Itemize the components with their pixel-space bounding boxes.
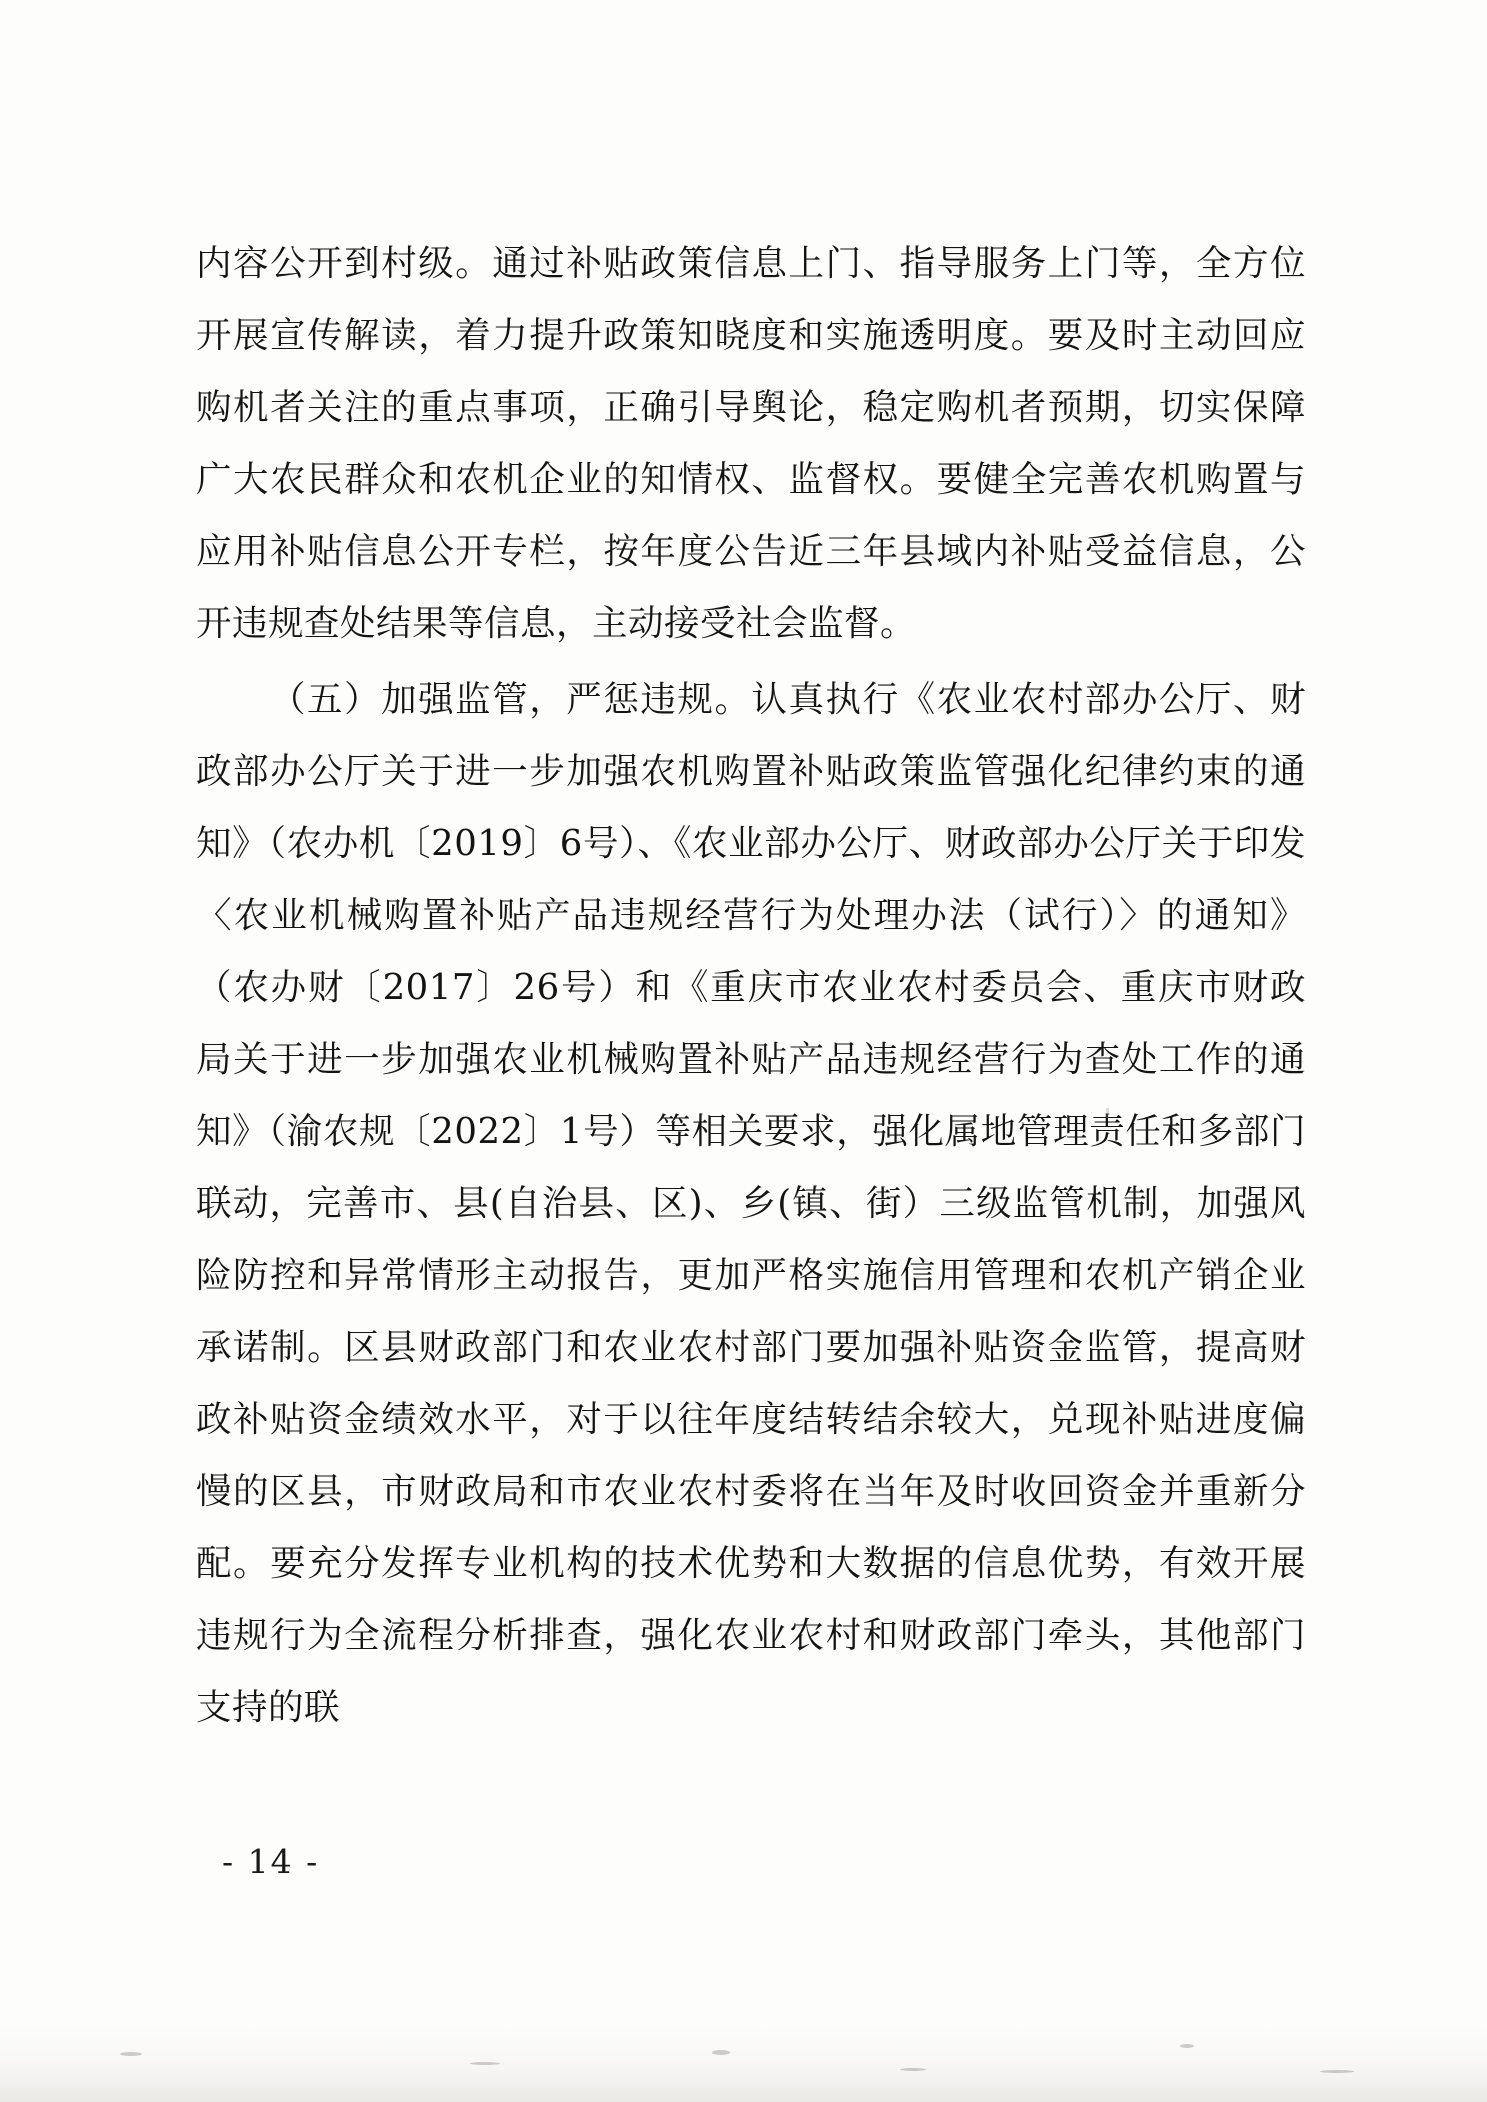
page-body <box>196 228 1306 1744</box>
scan-edge-shadow <box>0 2028 1487 2102</box>
margin-speck <box>1112 470 1115 482</box>
scan-speck <box>120 2052 142 2056</box>
scan-speck <box>712 2050 730 2055</box>
paragraph-supervision: （五）加强监管，严惩违规。认真执行《农业农村部办公厅、财政部办公厅关于进一步加强农机购置补贴政策监管强化纪律约束的通知》（农办机〔2019〕6号）、《农业部办公厅、财政部办公厅关于印发〈农业机械购置补贴产品违规经营行为处理办法（试行）〉的通知》（农办财〔2017〕26号）和《重庆市农业农村委员会、重庆市财政局关于进一步加强农业机械购置补贴产品违规经营行为查处工作的通知》（渝农规〔2022〕1号）等相关要求，强化属地管理责任和多部门联动，完善市、县(自治县、区)、乡(镇、街）三级监管机制，加强风险防控和异常情形主动报告，更加严格实施信用管理和农机产销企业承诺制。区县财政部门和农业农村部门要加强补贴资金监管，提高财政补贴资金绩效水平，对于以往年度结转结余较大，兑现补贴进度偏慢的区县，市财政局和市农业农村委将在当年及时收回资金并重新分配。要充分发挥专业机构的技术优势和大数据的信息优势，有效开展违规行为全流程分析排查，强化农业农村和财政部门牵头，其他部门支持的联 <box>196 679 1306 1728</box>
scan-speck <box>1320 2070 1354 2073</box>
page-number: - 14 - <box>222 1842 320 1881</box>
paragraph-publicity: 内容公开到村级。通过补贴政策信息上门、指导服务上门等，全方位开展宣传解读，着力提升政策知晓度和实施透明度。要及时主动回应购机者关注的重点事项，正确引导舆论，稳定购机者预期，切实保障广大农民群众和农机企业的知情权、监督权。要健全完善农机购置与应用补贴信息公开专栏，按年度公告近三年县域内补贴受益信息，公开违规查处结果等信息，主动接受社会监督。 <box>196 243 1306 644</box>
scan-speck <box>900 2068 926 2071</box>
scan-speck <box>470 2062 500 2065</box>
scan-speck <box>1180 2044 1194 2048</box>
margin-speck <box>1106 1108 1109 1118</box>
